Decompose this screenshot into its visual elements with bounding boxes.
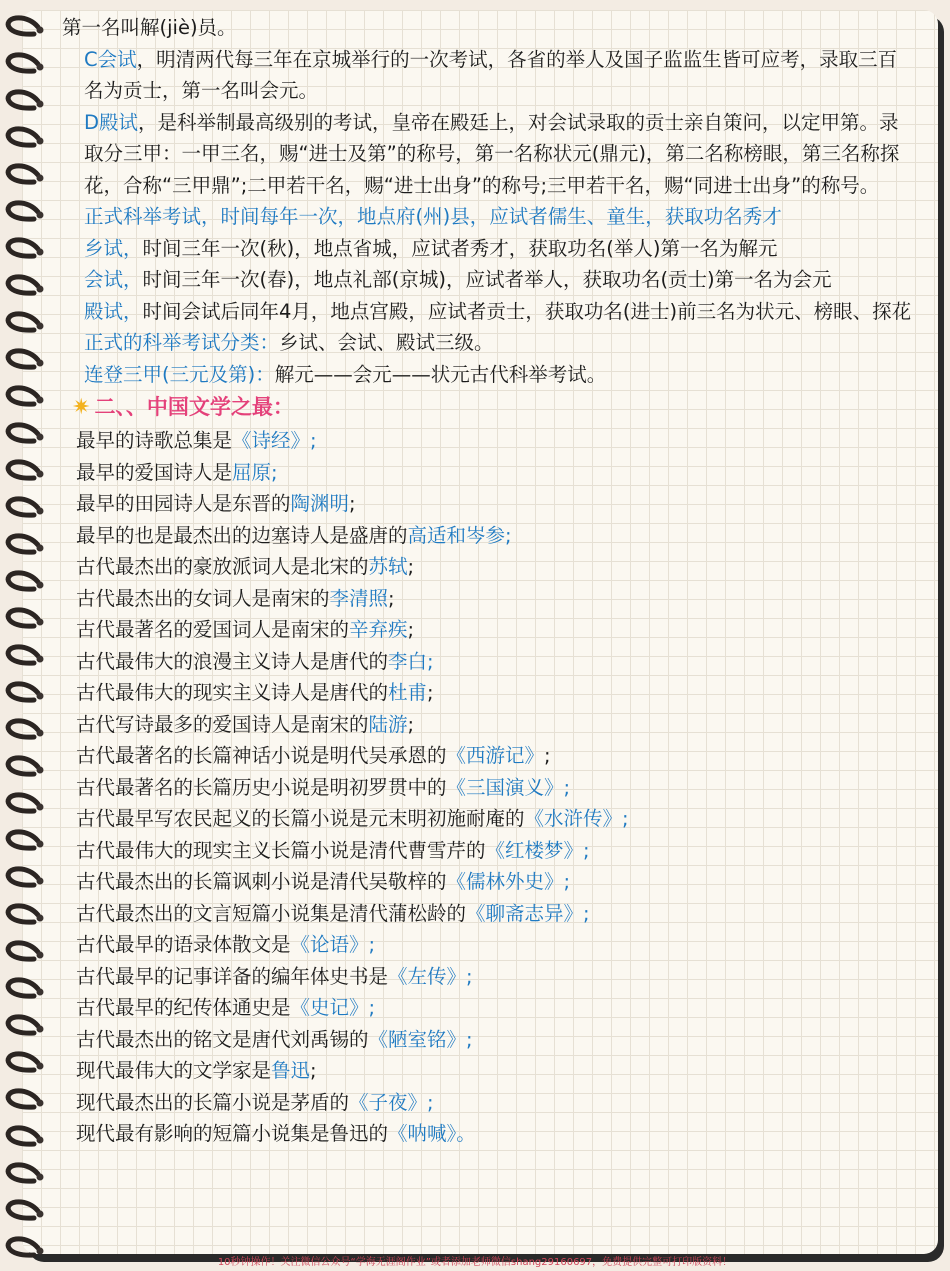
sanyuan-label: 连登三甲(三元及第)： [84, 362, 275, 386]
list-item [62, 929, 914, 961]
item-text: 古代最伟大的浪漫主义诗人是唐代的 [76, 649, 389, 673]
list-item [62, 677, 914, 709]
item-text: 古代最著名的长篇历史小说是明初罗贯中的 [76, 775, 447, 799]
xiangshi-desc: 时间三年一次(秋)，地点省城，应试者秀才，获取功名(举人)第一名为解元 [142, 236, 778, 260]
binding-ring [8, 351, 38, 367]
item-text: 古代写诗最多的爱国诗人是南宋的 [76, 712, 369, 736]
binding-hole [37, 508, 44, 515]
item-text: 古代最伟大的现实主义长篇小说是清代曹雪芹的 [76, 838, 486, 862]
binding-hole [37, 545, 44, 552]
item-highlight: 《子夜》; [349, 1090, 434, 1114]
item-highlight: 屈原; [232, 460, 278, 484]
binding-ring [8, 18, 38, 34]
list-item [62, 803, 914, 835]
binding-hole [37, 767, 44, 774]
item-highlight: 《左传》; [388, 964, 473, 988]
binding-hole [37, 1137, 44, 1144]
item-text: 古代最杰出的长篇讽刺小说是清代吴敬梓的 [76, 870, 447, 893]
item-suffix: ; [407, 712, 415, 736]
exam-classification-line [62, 327, 914, 359]
binding-ring [8, 980, 38, 996]
item-suffix: ; [407, 555, 415, 578]
binding-hole [37, 175, 44, 182]
binding-ring [8, 906, 38, 922]
list-item [62, 740, 914, 772]
binding-hole [37, 249, 44, 256]
binding-ring [8, 1017, 38, 1033]
item-text: 古代最杰出的女词人是南宋的 [76, 586, 330, 610]
binding-hole [37, 1063, 44, 1070]
sanyuan-desc: 解元——会元——状元古代科举考试。 [274, 362, 607, 386]
list-item [62, 898, 914, 930]
item-text: 古代最杰出的豪放派词人是北宋的 [76, 555, 369, 578]
item-text: 古代最杰出的文言短篇小说集是清代蒲松龄的 [76, 901, 467, 925]
item-text: 最早的诗歌总集是 [76, 429, 233, 452]
list-item [62, 1087, 914, 1119]
binding-hole [37, 360, 44, 367]
binding-ring [8, 610, 38, 626]
item-highlight: 陶渊明 [290, 492, 350, 515]
section-title: 二、、中国文学之最： [94, 395, 294, 419]
dianshi-label: D殿试 [84, 110, 139, 134]
binding-ring [8, 943, 38, 959]
item-highlight: 苏轼 [368, 555, 408, 578]
binding-hole [37, 841, 44, 848]
list-item [62, 772, 914, 804]
item-highlight: 李清照 [329, 586, 389, 610]
list-item [62, 520, 914, 552]
spiral-binding [0, 0, 60, 1271]
binding-ring [8, 1202, 38, 1218]
item-text: 古代最杰出的铭文是唐代刘禹锡的 [76, 1027, 369, 1051]
binding-ring [8, 462, 38, 478]
binding-hole [37, 64, 44, 71]
item-text: 古代最早的纪传体通史是 [76, 996, 291, 1019]
item-highlight: 杜甫 [388, 681, 428, 704]
list-item [62, 1118, 914, 1150]
item-text: 最早的也是最杰出的边塞诗人是盛唐的 [76, 523, 408, 547]
list-item [62, 866, 914, 898]
item-text: 古代最早的记事详备的编年体史书是 [76, 964, 389, 988]
item-text: 古代最著名的长篇神话小说是明代吴承恩的 [76, 744, 447, 767]
list-item [62, 1024, 914, 1056]
exam-dianshi-paragraph [62, 107, 914, 202]
item-highlight: 《三国演义》; [446, 775, 571, 799]
dianshi-line-label: 殿试， [84, 299, 143, 323]
sanyuan-line [62, 359, 914, 391]
binding-ring [8, 536, 38, 552]
binding-ring [8, 721, 38, 737]
item-suffix: ; [427, 681, 434, 704]
binding-hole [37, 619, 44, 626]
binding-hole [37, 212, 44, 219]
item-text: 最早的田园诗人是东晋的 [76, 492, 291, 515]
list-item [62, 425, 914, 457]
dianshi-line [62, 296, 914, 328]
binding-hole [37, 138, 44, 145]
item-highlight: 《聊斋志异》; [466, 901, 590, 925]
list-item [62, 488, 914, 520]
binding-hole [37, 1174, 44, 1181]
list-item [62, 646, 914, 678]
item-highlight: 《红楼梦》; [485, 838, 590, 862]
binding-ring [8, 1091, 38, 1107]
binding-hole [37, 397, 44, 404]
binding-ring [8, 684, 38, 700]
huishi-label: C会试 [84, 47, 137, 71]
xiangshi-label: 乡试， [84, 236, 143, 260]
huishi-line [62, 264, 914, 296]
dianshi-line-desc: 时间会试后同年4月，地点宫殿，应试者贡士，获取功名(进士)前三名为状元、榜眼、探花 [142, 299, 912, 323]
binding-hole [37, 1026, 44, 1033]
binding-ring [8, 314, 38, 330]
exam-line-1: 第一名叫解(jiè)员。 [62, 16, 237, 39]
formal-exam-line: 正式科举考试，时间每年一次，地点府(州)县，应试者儒生、童生，获取功名秀才 [84, 205, 782, 228]
binding-ring [8, 499, 38, 515]
binding-ring [8, 92, 38, 108]
binding-hole [37, 730, 44, 737]
binding-hole [37, 693, 44, 700]
binding-hole [37, 1100, 44, 1107]
binding-hole [37, 1211, 44, 1218]
exam-huishi-paragraph [62, 44, 914, 107]
item-suffix: ; [349, 492, 356, 515]
binding-ring [8, 1054, 38, 1070]
list-item [62, 961, 914, 993]
list-item [62, 835, 914, 867]
binding-ring [8, 1165, 38, 1181]
binding-hole [37, 804, 44, 811]
binding-hole [37, 434, 44, 441]
item-suffix: ; [407, 618, 415, 641]
list-item [62, 457, 914, 489]
item-highlight: 《儒林外史》; [446, 870, 571, 893]
item-highlight: 高适和岑参; [407, 523, 512, 547]
item-suffix: ; [544, 744, 551, 767]
binding-ring [8, 166, 38, 182]
literature-bests-list [62, 425, 914, 1150]
section-heading [62, 390, 914, 425]
binding-ring [8, 240, 38, 256]
list-item [62, 1055, 914, 1087]
item-text: 古代最早的语录体散文是 [76, 933, 291, 956]
binding-hole [37, 101, 44, 108]
item-suffix: ; [388, 586, 395, 610]
binding-ring [8, 129, 38, 145]
huishi-line-desc: 时间三年一次(春)，地点礼部(京城)，应试者举人，获取功名(贡士)第一名为会元 [142, 268, 832, 291]
list-item [62, 709, 914, 741]
binding-hole [37, 1248, 44, 1255]
binding-ring [8, 573, 38, 589]
item-highlight: 《陋室铭》; [368, 1027, 473, 1051]
binding-hole [37, 915, 44, 922]
binding-hole [37, 656, 44, 663]
item-text: 古代最著名的爱国词人是南宋的 [76, 618, 350, 641]
footer-note: 10秒钟操作！关注微信公众号“学海无涯阁作业”或者添加老师微信shang29160697，免费提供完整可打印版资料！ [217, 1257, 733, 1268]
item-text: 现代最有影响的短篇小说集是鲁迅的 [76, 1122, 389, 1145]
binding-ring [8, 832, 38, 848]
item-highlight: 辛弃疾 [349, 618, 408, 641]
item-highlight: 《西游记》 [446, 744, 545, 767]
binding-hole [37, 286, 44, 293]
binding-ring [8, 1128, 38, 1144]
list-item [62, 614, 914, 646]
item-text: 古代最伟大的现实主义诗人是唐代的 [76, 681, 389, 704]
xiangshi-line [62, 233, 914, 265]
huishi-desc: ，明清两代每三年在京城举行的一次考试，各省的举人及国子监监生皆可应考，录取三百名为贡士，第一名叫会元。 [84, 47, 898, 102]
item-suffix: ; [310, 1059, 317, 1082]
list-item [62, 992, 914, 1024]
classification-desc: 乡试、会试、殿试三级。 [279, 331, 494, 354]
document-body [62, 12, 914, 1150]
binding-ring [8, 1239, 38, 1255]
item-highlight: 《水浒传》; [524, 807, 629, 830]
dianshi-desc: ，是科举制最高级别的考试，皇帝在殿廷上，对会试录取的贡士亲自策问，以定甲第。录取分三甲：一甲三名，赐“进士及第”的称号，第一名称状元(鼎元)，第二名称榜眼，第三名称探花，合称“三甲鼎”;二甲若干名，赐“进士出身”的称号;三甲若干名，赐“同进士出身”的称号。 [84, 110, 900, 197]
item-highlight: 《呐喊》。 [388, 1122, 476, 1145]
binding-hole [37, 878, 44, 885]
list-item [62, 583, 914, 615]
item-text: 古代最早写农民起义的长篇小说是元末明初施耐庵的 [76, 807, 525, 830]
item-highlight: 《诗经》; [232, 429, 317, 452]
binding-ring [8, 758, 38, 774]
item-highlight: 陆游 [368, 712, 408, 736]
item-highlight: 鲁迅 [271, 1059, 311, 1082]
binding-ring [8, 647, 38, 663]
binding-ring [8, 869, 38, 885]
binding-hole [37, 582, 44, 589]
binding-hole [37, 952, 44, 959]
list-item [62, 551, 914, 583]
binding-hole [37, 27, 44, 34]
binding-hole [37, 323, 44, 330]
binding-hole [37, 471, 44, 478]
item-text: 最早的爱国诗人是 [76, 460, 233, 484]
binding-ring [8, 277, 38, 293]
item-text: 现代最杰出的长篇小说是茅盾的 [76, 1090, 350, 1114]
item-text: 现代最伟大的文学家是 [76, 1059, 272, 1082]
binding-ring [8, 55, 38, 71]
binding-hole [37, 989, 44, 996]
item-highlight: 李白; [388, 649, 434, 673]
huishi-line-label: 会试， [84, 268, 143, 291]
item-highlight: 《史记》; [290, 996, 376, 1019]
item-highlight: 《论语》; [290, 933, 376, 956]
binding-ring [8, 425, 38, 441]
binding-ring [8, 203, 38, 219]
binding-ring [8, 388, 38, 404]
star-icon: ✷ [72, 395, 91, 420]
classification-label: 正式的科举考试分类： [84, 331, 280, 354]
binding-ring [8, 795, 38, 811]
